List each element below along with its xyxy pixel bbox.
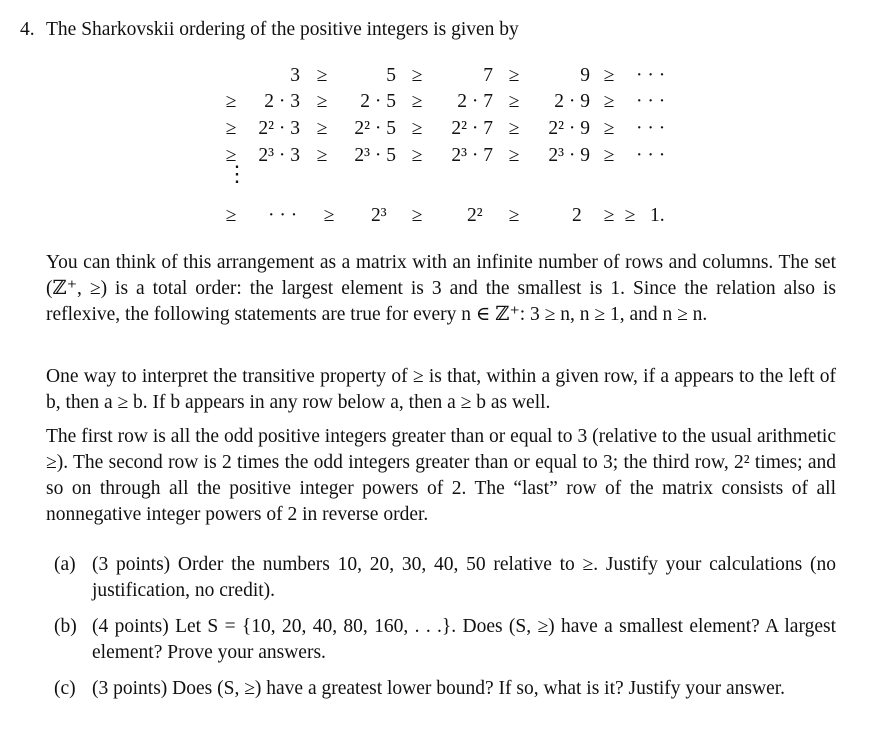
paragraph-transitive xyxy=(46,364,836,416)
ge-symbol: ≥ xyxy=(316,145,328,166)
ge-symbol: ≥ xyxy=(508,145,520,166)
row-ellipsis: · · · xyxy=(636,65,666,86)
problem-number: 4. xyxy=(20,19,35,40)
matrix-cell: 2 · 9 xyxy=(554,91,590,112)
paragraph-matrix-description xyxy=(46,250,836,328)
ge-symbol: ≥ xyxy=(316,65,328,86)
leading-ge-symbol: ≥ xyxy=(225,145,237,166)
paragraph-text: The first row is all the odd positive integers greater than or equal to 3 (relative to the usual arithmetic ≥). The second row is 2 times the odd integers greater than or equal to 3; the third row, 2² times; and so on through all the positive integer powers of 2. The “last” row of the matrix consists of all nonnegative integer powers of 2 in reverse order. xyxy=(46,426,836,525)
part-label: (a) xyxy=(54,554,76,575)
matrix-cell: 5 xyxy=(386,65,396,86)
ge-symbol: ≥ xyxy=(316,91,328,112)
ge-symbol: ≥ xyxy=(411,145,423,166)
matrix-cell: 2 · 7 xyxy=(457,91,493,112)
ge-symbol: ≥ xyxy=(411,205,423,226)
ge-symbol: ≥ xyxy=(411,91,423,112)
matrix-cell: 2³ · 3 xyxy=(258,145,300,166)
part-label: (b) xyxy=(54,616,77,637)
ge-symbol: ≥ xyxy=(316,118,328,139)
ge-symbol: ≥ xyxy=(508,205,520,226)
last-row-cell: 2 xyxy=(572,205,582,226)
matrix-cell: 2² · 7 xyxy=(451,118,493,139)
last-row-cell: 1. xyxy=(650,205,665,226)
leading-ge-symbol: ≥ xyxy=(225,118,237,139)
matrix-cell: 2³ · 5 xyxy=(354,145,396,166)
ge-symbol: ≥ xyxy=(624,205,636,226)
matrix-cell: 9 xyxy=(580,65,590,86)
matrix-cell: 2³ · 7 xyxy=(451,145,493,166)
sharkovskii-matrix xyxy=(0,0,883,240)
ge-symbol: ≥ xyxy=(508,65,520,86)
part-text: (4 points) Let S = {10, 20, 40, 80, 160, . . .}. Does (S, ≥) have a smallest element? A largest element? Prove your answers. xyxy=(92,616,836,663)
matrix-cell: 2² · 9 xyxy=(548,118,590,139)
matrix-cell: 2 · 3 xyxy=(264,91,300,112)
paragraph-text: You can think of this arrangement as a matrix with an infinite number of rows and columns. The set (ℤ⁺, ≥) is a total order: the largest element is 3 and the smallest is 1. Since the relation also is reflexive, the following statements are true for every n ∈ ℤ⁺: 3 ≥ n, n ≥ 1, and n ≥ n. xyxy=(46,252,836,325)
matrix-cell: 2² · 5 xyxy=(354,118,396,139)
last-row-cell: 2³ xyxy=(371,205,387,226)
paragraph-text: One way to interpret the transitive property of ≥ is that, within a given row, if a appears to the left of b, then a ≥ b. If b appears in any row below a, then a ≥ b as well. xyxy=(46,366,836,413)
part-text: (3 points) Does (S, ≥) have a greatest lower bound? If so, what is it? Justify your answer. xyxy=(92,678,786,699)
matrix-cell: 2³ · 9 xyxy=(548,145,590,166)
ge-symbol: ≥ xyxy=(603,145,615,166)
ge-symbol: ≥ xyxy=(508,118,520,139)
last-row-cell: 2² xyxy=(467,205,483,226)
row-ellipsis: · · · xyxy=(636,118,666,139)
ge-symbol: ≥ xyxy=(603,65,615,86)
ge-symbol: ≥ xyxy=(508,91,520,112)
matrix-cell: 3 xyxy=(290,65,300,86)
matrix-cell: 2 · 5 xyxy=(360,91,396,112)
row-ellipsis: · · · xyxy=(636,145,666,166)
last-row-cell: · · · xyxy=(268,205,298,226)
part-label: (c) xyxy=(54,678,76,699)
vertical-ellipsis: ⋮ xyxy=(226,161,248,186)
leading-ge-symbol: ≥ xyxy=(225,91,237,112)
row-ellipsis: · · · xyxy=(636,91,666,112)
ge-symbol: ≥ xyxy=(603,205,615,226)
leading-ge-symbol: ≥ xyxy=(225,205,237,226)
problem-intro: The Sharkovskii ordering of the positive integers is given by xyxy=(46,19,519,40)
part-text: (3 points) Order the numbers 10, 20, 30, 40, 50 relative to ≥. Justify your calculations (no justification, no credit). xyxy=(92,554,836,601)
matrix-cell: 2² · 3 xyxy=(258,118,300,139)
ge-symbol: ≥ xyxy=(603,91,615,112)
matrix-cell: 7 xyxy=(483,65,493,86)
ge-symbol: ≥ xyxy=(411,65,423,86)
ge-symbol: ≥ xyxy=(323,205,335,226)
ge-symbol: ≥ xyxy=(411,118,423,139)
paragraph-rows-explanation xyxy=(46,424,836,528)
ge-symbol: ≥ xyxy=(603,118,615,139)
